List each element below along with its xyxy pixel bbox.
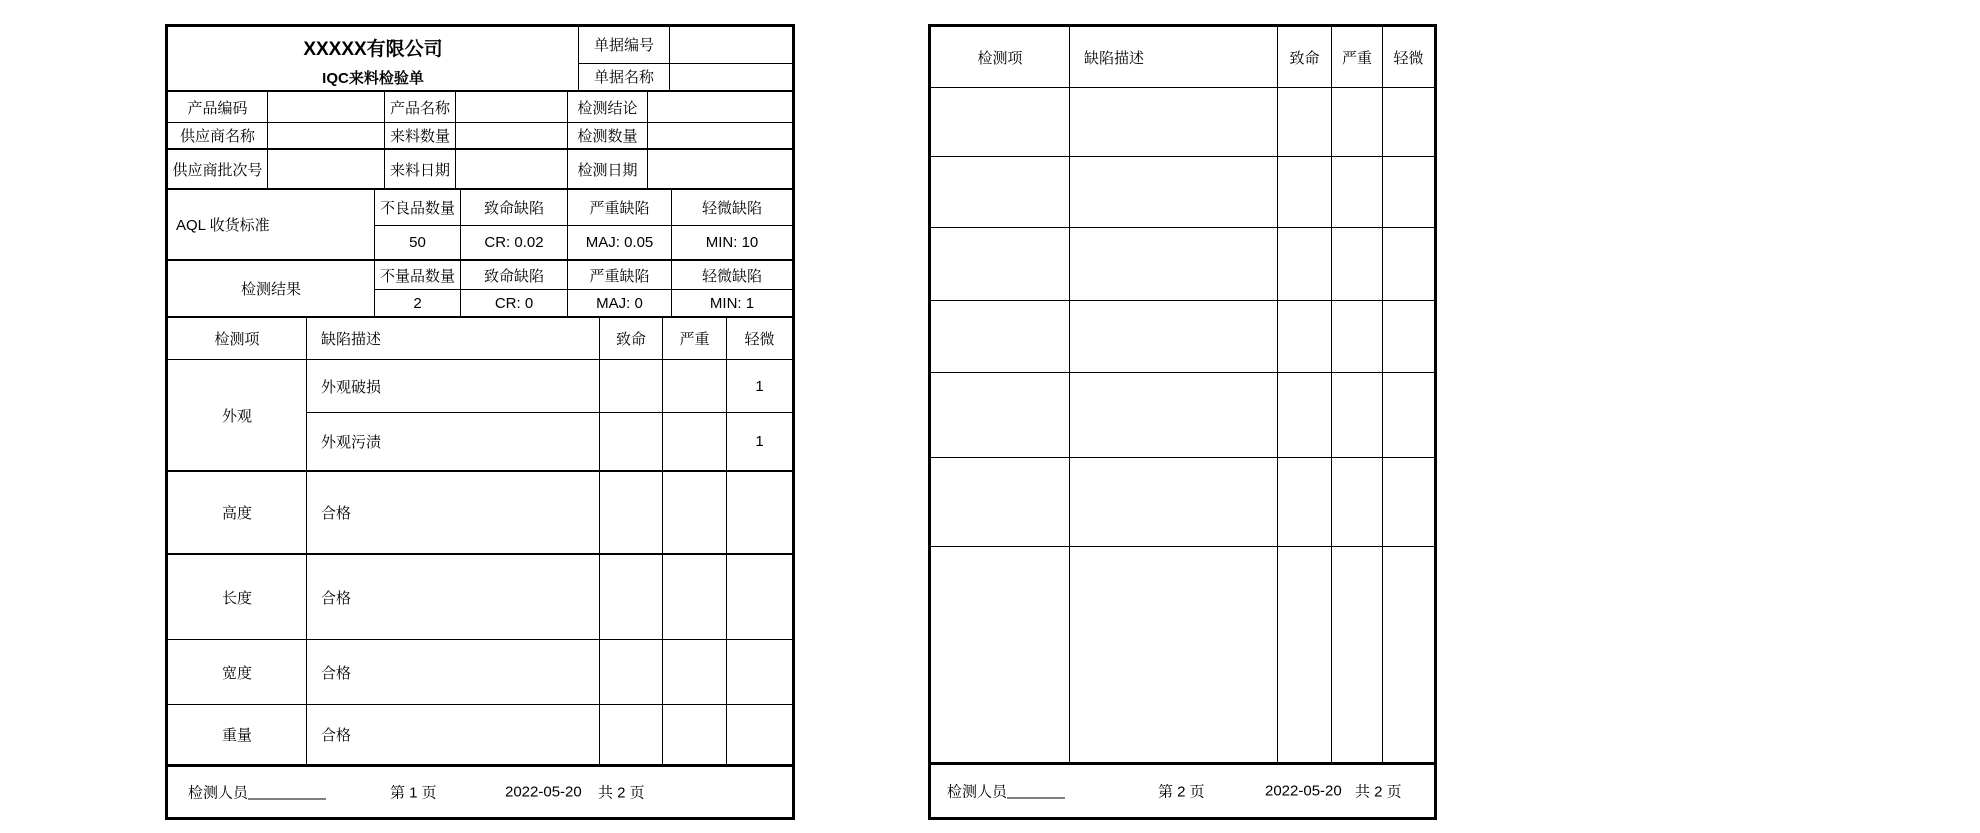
major-cell xyxy=(1332,547,1383,762)
minor-cell xyxy=(1383,157,1434,227)
doc-header-block xyxy=(579,27,792,90)
desc-cell xyxy=(1070,228,1278,300)
minor-cell xyxy=(727,705,792,764)
major-cell xyxy=(1332,373,1383,457)
aql-minor-value: MIN: 10 xyxy=(705,234,759,251)
aql-critical-value: CR: 0.02 xyxy=(484,234,544,251)
item-cell: 外观 xyxy=(168,360,307,470)
col-header-major: 严重 xyxy=(1332,27,1383,87)
page-footer xyxy=(168,767,792,817)
desc-cell xyxy=(1070,373,1278,457)
aql-minor-col xyxy=(672,190,792,259)
desc-cell: 外观污渍 xyxy=(307,413,600,470)
inspector-block xyxy=(188,782,326,803)
empty-table-row xyxy=(931,547,1434,765)
item-cell xyxy=(931,228,1070,300)
inspect-qty-value xyxy=(648,123,792,148)
critical-cell xyxy=(1278,228,1332,300)
critical-cell xyxy=(600,472,663,553)
inspection-result-row xyxy=(168,261,792,318)
desc-cell: 外观破损 xyxy=(307,360,600,412)
minor-cell xyxy=(1383,373,1434,457)
major-cell xyxy=(663,705,727,764)
item-cell xyxy=(931,88,1070,156)
result-minor-value: MIN: 1 xyxy=(709,294,755,312)
detail-table-header xyxy=(931,27,1434,88)
page-1 xyxy=(165,24,795,820)
major-cell xyxy=(663,360,727,412)
major-cell xyxy=(1332,228,1383,300)
table-row-length xyxy=(168,555,792,640)
inspect-date-label: 检测日期 xyxy=(568,150,648,188)
critical-cell xyxy=(1278,458,1332,546)
batch-no-label: 供应商批次号 xyxy=(168,150,268,188)
result-major-col xyxy=(568,261,672,316)
critical-cell xyxy=(600,360,663,412)
col-header-item: 检测项 xyxy=(168,318,307,359)
appearance-subrows xyxy=(307,360,792,470)
doc-name-value xyxy=(670,64,792,90)
aql-defect-qty-label: 不良品数量 xyxy=(375,190,460,226)
minor-cell xyxy=(727,640,792,704)
inspector-signature-line xyxy=(1007,784,1065,799)
result-defect-qty-col xyxy=(375,261,461,316)
item-cell: 重量 xyxy=(168,705,307,764)
desc-cell xyxy=(1070,157,1278,227)
major-cell xyxy=(1332,88,1383,156)
title-block-row xyxy=(168,27,792,92)
aql-standard-row xyxy=(168,190,792,261)
major-cell xyxy=(663,640,727,704)
detail-table-header xyxy=(168,318,792,360)
aql-major-value: MAJ: 0.05 xyxy=(585,234,654,251)
page-number: 第 1 页 xyxy=(390,784,437,802)
inspector-label: 检测人员 xyxy=(188,784,249,802)
col-header-critical: 致命 xyxy=(600,318,663,359)
conclusion-label: 检测结论 xyxy=(568,92,648,122)
result-defect-qty-value: 2 xyxy=(413,294,422,312)
result-minor-col xyxy=(672,261,792,316)
table-row-height xyxy=(168,472,792,555)
empty-table-row xyxy=(931,373,1434,458)
minor-cell xyxy=(1383,301,1434,372)
empty-table-row xyxy=(931,301,1434,373)
desc-cell xyxy=(1070,88,1278,156)
major-cell xyxy=(663,413,727,470)
item-cell xyxy=(931,301,1070,372)
company-name: XXXXX有限公司 xyxy=(303,38,443,60)
incoming-date-value xyxy=(456,150,568,188)
inspection-result-label: 检测结果 xyxy=(168,261,375,316)
item-cell: 长度 xyxy=(168,555,307,639)
incoming-date-label: 来料日期 xyxy=(385,150,456,188)
col-header-minor: 轻微 xyxy=(1393,49,1424,67)
critical-cell xyxy=(1278,301,1332,372)
major-cell xyxy=(1332,157,1383,227)
aql-critical-col xyxy=(461,190,568,259)
inspect-qty-label: 检测数量 xyxy=(568,123,648,148)
batch-no-value xyxy=(268,150,385,188)
minor-cell xyxy=(727,555,792,639)
inspection-result-grid xyxy=(375,261,792,316)
critical-cell xyxy=(1278,373,1332,457)
minor-cell xyxy=(727,472,792,553)
minor-cell: 1 xyxy=(755,433,764,451)
result-critical-label: 致命缺陷 xyxy=(461,261,567,290)
col-header-critical: 致命 xyxy=(1278,27,1332,87)
critical-cell xyxy=(1278,547,1332,762)
minor-cell xyxy=(1383,228,1434,300)
page-number: 第 2 页 xyxy=(1158,783,1205,801)
critical-cell xyxy=(1278,88,1332,156)
inspector-block xyxy=(947,781,1065,802)
major-cell xyxy=(663,555,727,639)
inspect-date-value xyxy=(648,150,792,188)
aql-critical-label: 致命缺陷 xyxy=(461,190,567,226)
aql-minor-label: 轻微缺陷 xyxy=(672,190,792,226)
supplier-row xyxy=(168,123,792,150)
item-cell: 高度 xyxy=(168,472,307,553)
table-row-width xyxy=(168,640,792,705)
result-defect-qty-label: 不量品数量 xyxy=(375,261,460,290)
batch-row xyxy=(168,150,792,190)
desc-cell: 合格 xyxy=(307,472,600,553)
page-footer xyxy=(931,765,1434,817)
table-subrow xyxy=(307,413,792,470)
inspector-signature-line xyxy=(248,785,326,800)
item-cell xyxy=(931,157,1070,227)
desc-cell xyxy=(1070,547,1278,762)
item-cell: 宽度 xyxy=(168,640,307,704)
result-critical-col xyxy=(461,261,568,316)
form-title: IQC来料检验单 xyxy=(322,69,424,87)
aql-standard-grid xyxy=(375,190,792,259)
product-code-label: 产品编码 xyxy=(168,92,268,122)
col-header-item: 检测项 xyxy=(931,27,1070,87)
item-cell xyxy=(931,373,1070,457)
inspector-label: 检测人员 xyxy=(947,783,1008,801)
total-pages: 共 2 页 xyxy=(1355,783,1402,801)
product-name-value xyxy=(456,92,568,122)
aql-standard-label: AQL 收货标准 xyxy=(168,190,375,259)
doc-name-row xyxy=(579,64,792,90)
major-cell xyxy=(1332,458,1383,546)
aql-defect-qty-value: 50 xyxy=(409,234,426,251)
supplier-label: 供应商名称 xyxy=(168,123,268,148)
col-header-major: 严重 xyxy=(663,318,727,359)
critical-cell xyxy=(600,640,663,704)
table-subrow xyxy=(307,360,792,413)
desc-cell xyxy=(1070,458,1278,546)
empty-table-row xyxy=(931,458,1434,547)
minor-cell: 1 xyxy=(755,377,764,395)
product-code-value xyxy=(268,92,385,122)
col-header-desc: 缺陷描述 xyxy=(1070,27,1278,87)
item-cell xyxy=(931,458,1070,546)
footer-date: 2022-05-20 xyxy=(505,783,582,801)
major-cell xyxy=(663,472,727,553)
empty-table-row xyxy=(931,88,1434,157)
company-title-block xyxy=(168,27,579,90)
col-header-minor: 轻微 xyxy=(744,331,775,348)
item-cell xyxy=(931,547,1070,762)
doc-no-row xyxy=(579,27,792,64)
critical-cell xyxy=(1278,157,1332,227)
page-2 xyxy=(928,24,1437,820)
doc-name-label: 单据名称 xyxy=(579,64,670,90)
doc-no-value xyxy=(670,27,792,63)
table-row-appearance xyxy=(168,360,792,472)
desc-cell: 合格 xyxy=(307,555,600,639)
result-critical-value: CR: 0 xyxy=(494,294,534,312)
footer-date: 2022-05-20 xyxy=(1265,782,1342,800)
desc-cell xyxy=(1070,301,1278,372)
product-code-row xyxy=(168,92,792,123)
incoming-qty-label: 来料数量 xyxy=(385,123,456,148)
aql-major-label: 严重缺陷 xyxy=(568,190,671,226)
table-row-weight xyxy=(168,705,792,767)
col-header-desc: 缺陷描述 xyxy=(307,318,600,359)
total-pages: 共 2 页 xyxy=(598,784,645,802)
result-minor-label: 轻微缺陷 xyxy=(672,261,792,290)
desc-cell: 合格 xyxy=(307,705,600,764)
aql-major-col xyxy=(568,190,672,259)
empty-table-row xyxy=(931,157,1434,228)
major-cell xyxy=(1332,301,1383,372)
minor-cell xyxy=(1383,547,1434,762)
result-major-value: MAJ: 0 xyxy=(596,294,643,312)
incoming-qty-value xyxy=(456,123,568,148)
minor-cell xyxy=(1383,88,1434,156)
supplier-value xyxy=(268,123,385,148)
aql-defect-qty-col xyxy=(375,190,461,259)
critical-cell xyxy=(600,413,663,470)
conclusion-value xyxy=(648,92,792,122)
desc-cell: 合格 xyxy=(307,640,600,704)
minor-cell xyxy=(1383,458,1434,546)
critical-cell xyxy=(600,555,663,639)
doc-no-label: 单据编号 xyxy=(579,27,670,63)
critical-cell xyxy=(600,705,663,764)
empty-table-row xyxy=(931,228,1434,301)
result-major-label: 严重缺陷 xyxy=(568,261,671,290)
product-name-label: 产品名称 xyxy=(385,92,456,122)
